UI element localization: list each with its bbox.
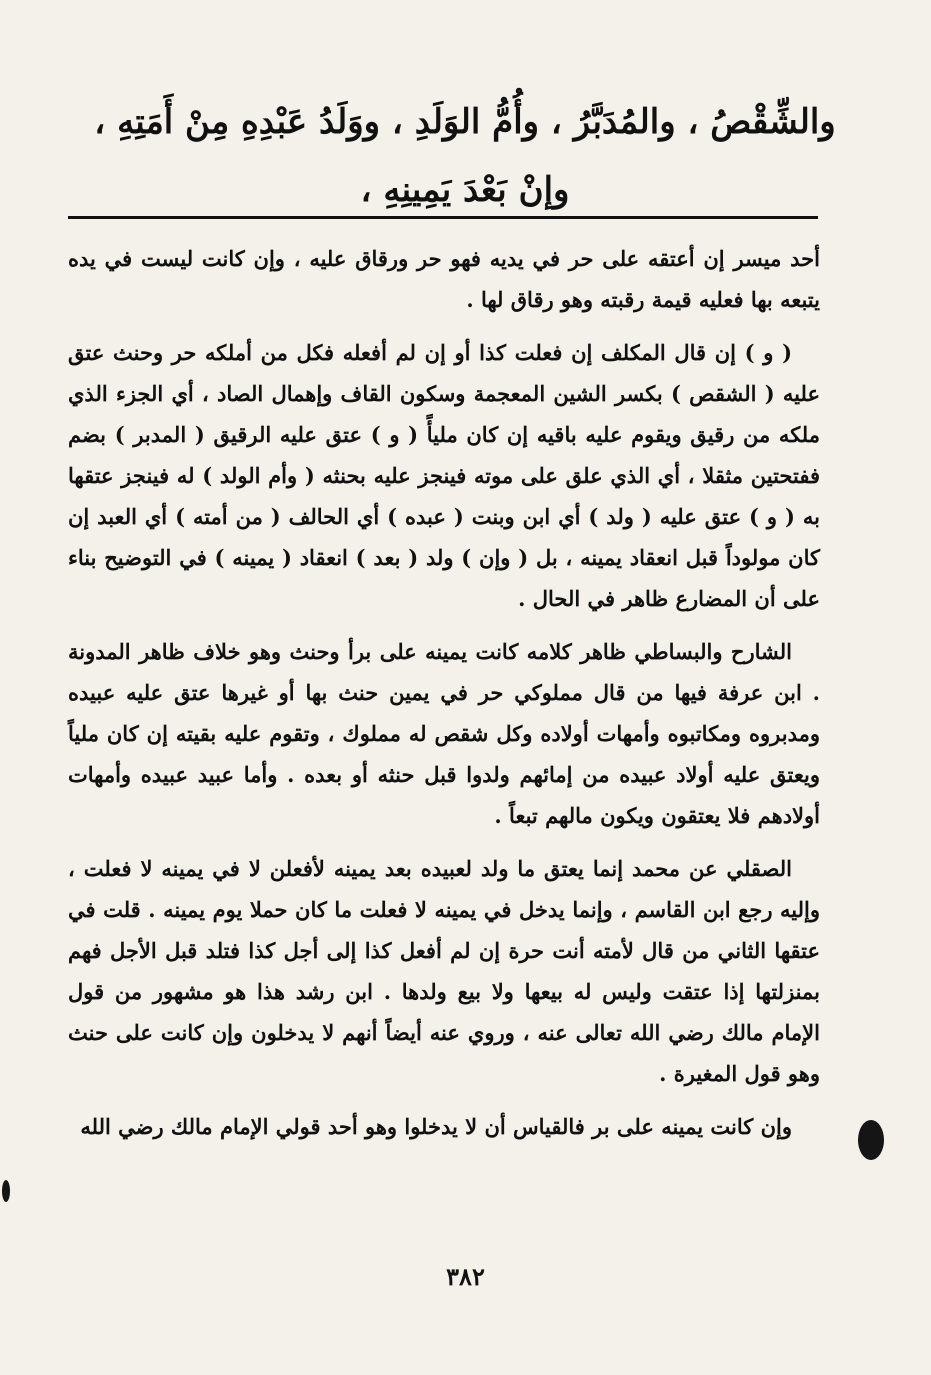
header-divider (68, 216, 818, 219)
ink-blot-mark (858, 1120, 884, 1160)
ink-blot-mark (2, 1180, 10, 1202)
paragraph-4: الصقلي عن محمد إنما يعتق ما ولد لعبيده بعد يمينه لأفعلن لا في يمينه لا فعلت ، وإليه رجع ابن القاسم ، وإنما يدخل في يمينه لا فعلت ما كان حملا يوم يمينه . قلت في عتقها الثاني من قال لأمته أنت حرة إن لم أفعل كذا إلى أجل كذا فتلد قبل الأجل فهم بمنزلتها إذا عتقت وليس له بيعها ولا بيع ولدها . ابن رشد هذا هو مشهور من قول الإمام مالك رضي الله تعالى عنه ، وروي عنه أيضاً أنهم لا يدخلون وإن كانت على حنث وهو قول المغيرة . (68, 856, 820, 1086)
matn-line-1: والشِّقْصُ ، والمُدَبَّرُ ، وأُمُّ الوَلَدِ ، ووَلَدُ عَبْدِهِ مِنْ أَمَتِهِ ، (94, 102, 836, 142)
commentary-body (68, 238, 820, 1147)
paragraph-3: الشارح والبساطي ظاهر كلامه كانت يمينه على برأ وحنث وهو خلاف ظاهر المدونة . ابن عرفة فيها من قال مملوكي حر في يمين حنث بها أو غيرها عتق عليه عبيده ومدبروه ومكاتبوه وأمهات أولاده وكل شقص له مملوك ، وتقوم عليه بقيته إن كان ملياً ويعتق عليه أولاد عبيده من إمائهم ولدوا قبل حنثه أو بعده . وأما عبيد عبيده وأمهات أولادهم فلا يعتقون ويكون مالهم تبعاً . (68, 639, 820, 828)
paragraph-1: أحد ميسر إن أعتقه على حر في يديه فهو حر ورقاق عليه ، وإن كانت ليست في يده يتبعه بها فعليه قيمة رقبته وهو رقاق لها . (68, 246, 820, 312)
page-number: ٣٨٢ (446, 1262, 485, 1291)
matn-line-2: وإنْ بَعْدَ يَمِينِهِ ، (360, 170, 570, 210)
paragraph-2: ( و ) إن قال المكلف إن فعلت كذا أو إن لم أفعله فكل من أملكه حر وحنث عتق عليه ( الشقص ) بكسر الشين المعجمة وسكون القاف وإهمال الصاد ، أي الجزء الذي ملكه من رقيق ويقوم عليه باقيه إن كان مليأً ( و ) عتق عليه الرقيق ( المدبر ) بضم ففتحتين مثقلا ، أي الذي علق على موته فينجز عليه بحنثه ( وأم الولد ) له فينجز عتقها به ( و ) عتق عليه ( ولد ) أي ابن وبنت ( عبده ) أي الحالف ( من أمته ) أي العبد إن كان مولوداً قبل انعقاد يمينه ، بل ( وإن ) ولد ( بعد ) انعقاد ( يمينه ) في التوضيح بناء على أن المضارع ظاهر في الحال . (68, 340, 820, 611)
matn-header (90, 88, 840, 224)
paragraph-5: وإن كانت يمينه على بر فالقياس أن لا يدخلوا وهو أحد قولي الإمام مالك رضي الله (80, 1114, 792, 1139)
